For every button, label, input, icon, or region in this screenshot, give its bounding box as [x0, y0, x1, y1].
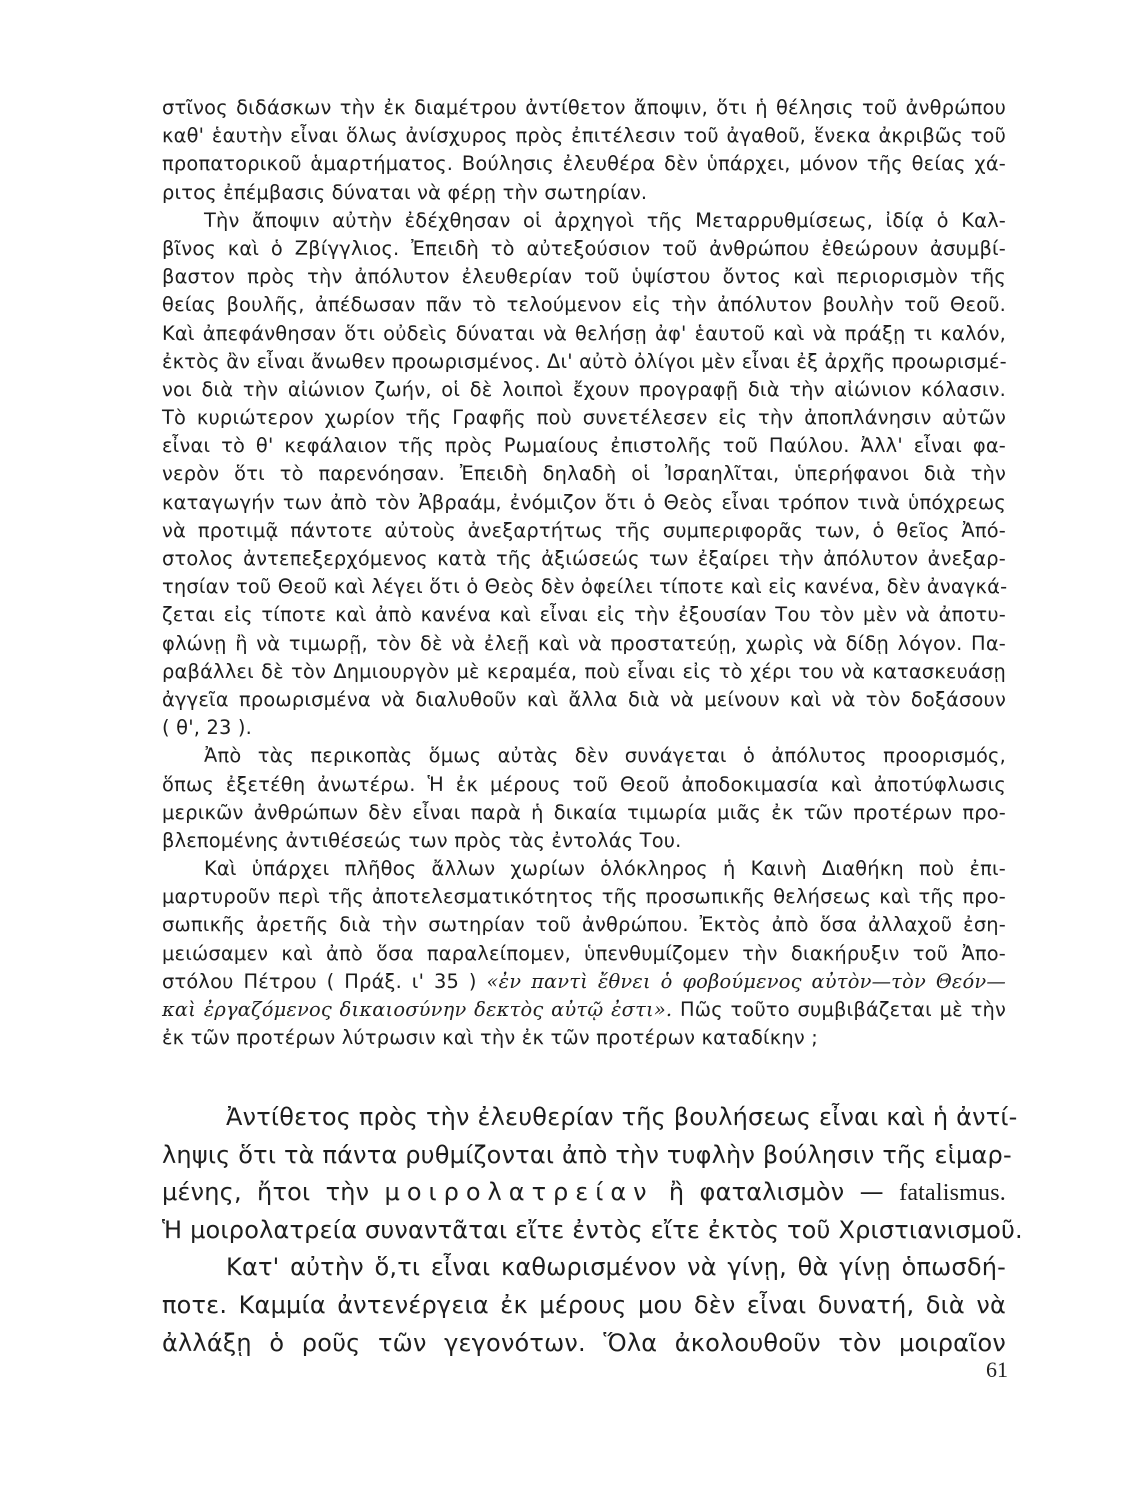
text-line: φλώνῃ ἢ νὰ τιμωρῇ, τὸν δὲ νὰ ἐλεῇ καὶ νὰ προστατεύῃ, χωρὶς νὰ δίδῃ λόγον. Πα-: [162, 631, 1006, 655]
text-line: καθ' ἑαυτὴν εἶναι ὅλως ἀνίσχυρος πρὸς ἐπιτέλεσιν τοῦ ἀγαθοῦ, ἕνεκα ἀκριβῶς τοῦ: [162, 124, 1006, 148]
text-line: βῖνος καὶ ὁ Ζβίγγλιος. Ἐπειδὴ τὸ αὐτεξούσιον τοῦ ἀνθρώπου ἐθεώρουν ἀσυμβί-: [162, 236, 1006, 260]
page-number: 61: [986, 1357, 1008, 1382]
citation-text: στόλου Πέτρου ( Πράξ. ι' 35 ): [162, 969, 487, 993]
text-line: σωπικῆς ἀρετῆς διὰ τὴν σωτηρίαν τοῦ ἀνθρώπου. Ἐκτὸς ἀπὸ ὅσα ἀλλαχοῦ ἐση-: [162, 913, 1006, 937]
quotation-text: «ἐν παντὶ ἔθνει ὁ φοβούμενος αὐτὸν—τὸν Θεόν—: [486, 969, 1006, 993]
text-line-acts-quote: [162, 996, 1006, 1024]
large-text-block: [162, 1099, 1023, 1362]
text-line: ἀγγεῖα προωρισμένα νὰ διαλυθοῦν καὶ ἄλλα διὰ νὰ μείνουν καὶ νὰ τὸν δοξάσουν: [162, 687, 1006, 711]
text-line: Ἀπὸ τὰς περικοπὰς ὅμως αὐτὰς δὲν συνάγεται ὁ ἀπόλυτος προορισμός,: [204, 744, 1006, 768]
text-line: θείας βουλῆς, ἀπέδωσαν πᾶν τὸ τελούμενον εἰς τὴν ἀπόλυτον βουλὴν τοῦ Θεοῦ.: [162, 293, 1006, 317]
text-line: Τὴν ἄποψιν αὐτὴν ἐδέχθησαν οἱ ἀρχηγοὶ τῆς Μεταρρυθμίσεως, ἰδίᾳ ὁ Καλ-: [204, 208, 1006, 232]
large-text-line: Κατ' αὐτὴν ὅ,τι εἶναι καθωρισμένον νὰ γίνῃ, θὰ γίνῃ ὁπωσδή-: [226, 1253, 1006, 1282]
quotation-text: καὶ ἐργαζόμενος δικαιοσύνην δεκτὸς αὐτῷ ἐστι».: [162, 998, 673, 1021]
text-line: ριτος ἐπέμβασις δύναται νὰ φέρῃ τὴν σωτηρίαν.: [162, 180, 648, 204]
text-line: ἐκτὸς ἂν εἶναι ἄνωθεν προωρισμένος. Δι' αὐτὸ ὀλίγοι μὲν εἶναι ἐξ ἀρχῆς προωρισμέ-: [162, 349, 1007, 373]
large-text-line: ποτε. Καμμία ἀντενέργεια ἐκ μέρους μου δὲν εἶναι δυνατή, διὰ νὰ: [162, 1290, 1006, 1319]
latin-term: fatalismus.: [899, 1180, 1006, 1207]
large-text-line: Ἡ μοιρολατρεία συναντᾶται εἴτε ἐντὸς εἴτε ἐκτὸς τοῦ Χριστιανισμοῦ.: [162, 1215, 1023, 1244]
text-line: νερὸν ὅτι τὸ παρενόησαν. Ἐπειδὴ δηλαδὴ οἱ Ἰσραηλῖται, ὑπερήφανοι διὰ τὴν: [162, 462, 1006, 486]
text-line: Καὶ ἀπεφάνθησαν ὅτι οὐδεὶς δύναται νὰ θελήσῃ ἀφ' ἑαυτοῦ καὶ νὰ πράξῃ τι καλόν,: [162, 321, 1006, 345]
text-line: στολος ἀντεπεξερχόμενος κατὰ τῆς ἀξιώσεώς των ἐξαίρει τὴν ἀπόλυτον ἀνεξαρ-: [162, 547, 1006, 570]
text-line: νὰ προτιμᾷ πάντοτε αὐτοὺς ἀνεξαρτήτως τῆς συμπεριφορᾶς των, ὁ θεῖος Ἀπό-: [162, 518, 1006, 542]
text-line: ζεται εἰς τίποτε καὶ ἀπὸ κανένα καὶ εἶναι εἰς τὴν ἐξουσίαν Του τὸν μὲν νὰ ἀποτυ-: [162, 603, 1006, 627]
text-line: βαστον πρὸς τὴν ἀπόλυτον ἐλευθερίαν τοῦ ὑψίστου ὄντος καὶ περιορισμὸν τῆς: [162, 265, 1006, 289]
text-line: ἐκ τῶν προτέρων λύτρωσιν καὶ τὴν ἐκ τῶν προτέρων καταδίκην ;: [162, 1026, 819, 1050]
text-line: στῖνος διδάσκων τὴν ἐκ διαμέτρου ἀντίθετον ἄποψιν, ὅτι ἡ θέλησις τοῦ ἀνθρώπου: [162, 96, 1006, 119]
text-line: προπατορικοῦ ἁμαρτήματος. Βούλησις ἐλευθέρα δὲν ὑπάρχει, μόνον τῆς θείας χά-: [162, 152, 1006, 176]
text-line: νοι διὰ τὴν αἰώνιον ζωήν, οἱ δὲ λοιποὶ ἔχουν προγραφῇ διὰ τὴν αἰώνιον κόλασιν.: [162, 377, 1006, 401]
large-text-line-fatalism: [162, 1174, 1006, 1212]
text-line: τησίαν τοῦ Θεοῦ καὶ λέγει ὅτι ὁ Θεὸς δὲν ὀφείλει τίποτε καὶ εἰς κανένα, δὲν ἀναγκά-: [162, 575, 1008, 599]
main-text-block: [162, 94, 1006, 1052]
large-text-line: ἀλλάξῃ ὁ ροῦς τῶν γεγονότων. Ὅλα ἀκολουθοῦν τὸν μοιραῖον: [162, 1328, 1006, 1357]
text-line: ( θ', 23 ).: [162, 716, 253, 740]
text-line: μαρτυροῦν περὶ τῆς ἀποτελεσματικότητος τῆς προσωπικῆς θελήσεως καὶ τῆς προ-: [162, 885, 1006, 909]
text-line: ὅπως ἐξετέθη ἀνωτέρω. Ἡ ἐκ μέρους τοῦ Θεοῦ ἀποδοκιμασία καὶ ἀποτύφλωσις: [162, 772, 1006, 796]
large-text-line: Ἀντίθετος πρὸς τὴν ἐλευθερίαν τῆς βουλήσεως εἶναι καὶ ἡ ἀντί-: [226, 1103, 1018, 1131]
text-line-acts-citation: [162, 968, 1006, 996]
large-text-line: ληψις ὅτι τὰ πάντα ρυθμίζονται ἀπὸ τὴν τυφλὴν βούλησιν τῆς εἱμαρ-: [162, 1140, 1012, 1169]
text-line: εἶναι τὸ θ' κεφάλαιον τῆς πρὸς Ρωμαίους ἐπιστολῆς τοῦ Παύλου. Ἀλλ' εἶναι φα-: [162, 434, 1006, 458]
fatalism-text: ἢ φαταλισμὸν —: [653, 1178, 900, 1207]
text-line: ραβάλλει δὲ τὸν Δημιουργὸν μὲ κεραμέα, ποὺ εἶναι εἰς τὸ χέρι του νὰ κατασκευάσῃ: [162, 659, 1006, 683]
text-line: βλεπομένης ἀντιθέσεώς των πρὸς τὰς ἐντολάς Του.: [162, 828, 682, 852]
spaced-term: μοιρολατρείαν: [384, 1178, 654, 1207]
text-line: Τὸ κυριώτερον χωρίον τῆς Γραφῆς ποὺ συνετέλεσεν εἰς τὴν ἀποπλάνησιν αὐτῶν: [162, 406, 1006, 430]
text-line: καταγωγήν των ἀπὸ τὸν Ἀβραάμ, ἐνόμιζον ὅτι ὁ Θεὸς εἶναι τρόπον τινὰ ὑπόχρεως: [162, 490, 1006, 514]
text-line: μερικῶν ἀνθρώπων δὲν εἶναι παρὰ ἡ δικαία τιμωρία μιᾶς ἐκ τῶν προτέρων προ-: [162, 800, 1006, 824]
text-line: Καὶ ὑπάρχει πλῆθος ἄλλων χωρίων ὁλόκληρος ἡ Καινὴ Διαθήκη ποὺ ἐπι-: [204, 857, 1006, 881]
citation-text: Πῶς τοῦτο συμβιβάζεται μὲ τὴν: [672, 998, 1006, 1021]
text-line: μειώσαμεν καὶ ἀπὸ ὅσα παραλείπομεν, ὑπενθυμίζομεν τὴν διακήρυξιν τοῦ Ἀπο-: [162, 941, 1006, 965]
fatalism-text: μένης, ἤτοι τὴν: [162, 1178, 385, 1207]
